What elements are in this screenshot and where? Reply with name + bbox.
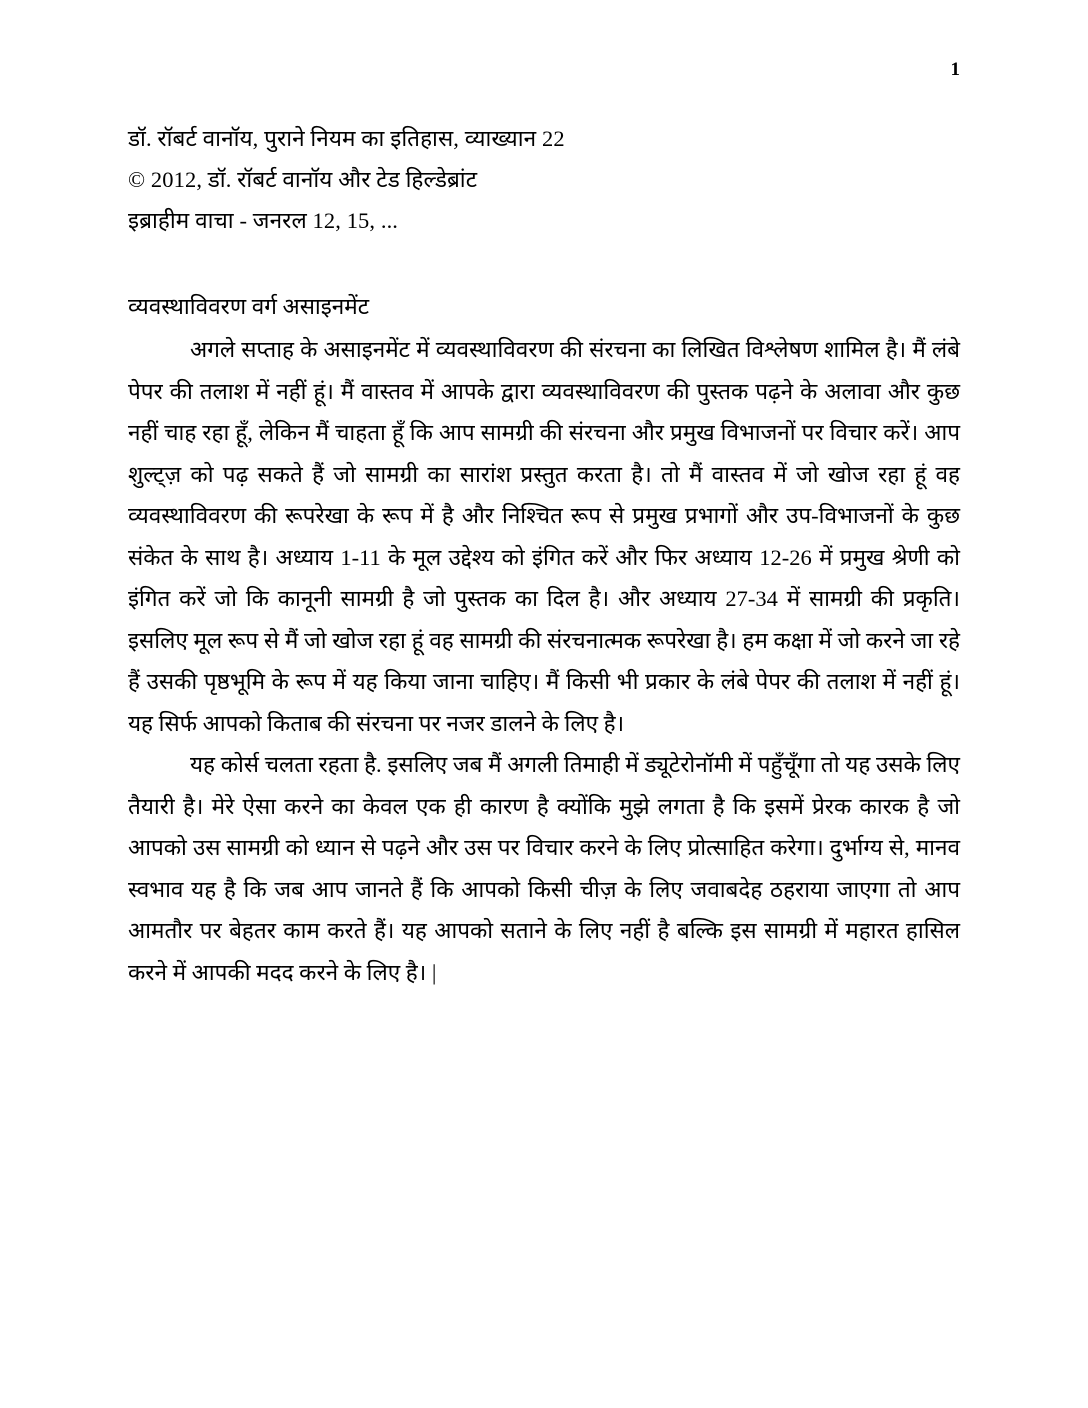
header-line-title: डॉ. रॉबर्ट वानॉय, पुराने नियम का इतिहास, व्याख्यान 22 bbox=[128, 126, 565, 151]
header-line-reference: इब्राहीम वाचा - जनरल 12, 15, ... bbox=[128, 208, 399, 233]
document-header bbox=[128, 118, 960, 241]
paragraph-2: यह कोर्स चलता रहता है. इसलिए जब मैं अगली तिमाही में ड्यूटेरोनॉमी में पहुँचूँगा तो यह उसके लिए तैयारी है। मेरे ऐसा करने का केवल एक ही कारण है क्योंकि मुझे लगता है कि इसमें प्रेरक कारक है जो आपको उस सामग्री को ध्यान से पढ़ने और उस पर विचार करने के लिए प्रोत्साहित करेगा। दुर्भाग्य से, मानव स्वभाव यह है कि जब आप जानते हैं कि आपको किसी चीज़ के लिए जवाबदेह ठहराया जाएगा तो आप आमतौर पर बेहतर काम करते हैं। यह आपको सताने के लिए नहीं है बल्कि इस सामग्री में महारत हासिल करने में आपकी मदद करने के लिए है। | bbox=[128, 752, 960, 985]
section-heading: व्यवस्थाविवरण वर्ग असाइनमेंट bbox=[128, 294, 370, 319]
header-line-copyright: © 2012, डॉ. रॉबर्ट वानॉय और टेड हिल्डेब्रांट bbox=[128, 167, 478, 192]
document-body bbox=[128, 118, 960, 993]
paragraph-1: अगले सप्ताह के असाइनमेंट में व्यवस्थाविवरण की संरचना का लिखित विश्लेषण शामिल है। मैं लंबे पेपर की तलाश में नहीं हूं। मैं वास्तव में आपके द्वारा व्यवस्थाविवरण की पुस्तक पढ़ने के अलावा और कुछ नहीं चाह रहा हूँ, लेकिन मैं चाहता हूँ कि आप सामग्री की संरचना और प्रमुख विभाजनों पर विचार करें। आप शुल्ट्ज़ को पढ़ सकते हैं जो सामग्री का सारांश प्रस्तुत करता है। तो मैं वास्तव में जो खोज रहा हूं वह व्यवस्थाविवरण की रूपरेखा के रूप में है और निश्चित रूप से प्रमुख प्रभागों और उप-विभाजनों के कुछ संकेत के साथ है। अध्याय 1-11 के मूल उद्देश्य को इंगित करें और फिर अध्याय 12-26 में प्रमुख श्रेणी को इंगित करें जो कि कानूनी सामग्री है जो पुस्तक का दिल है। और अध्याय 27-34 में सामग्री की प्रकृति। इसलिए मूल रूप से मैं जो खोज रहा हूं वह सामग्री की संरचनात्मक रूपरेखा है। हम कक्षा में जो करने जा रहे हैं उसकी पृष्ठभूमि के रूप में यह किया जाना चाहिए। मैं किसी भी प्रकार के लंबे पेपर की तलाश में नहीं हूं। यह सिर्फ आपको किताब की संरचना पर नजर डालने के लिए है। bbox=[128, 337, 960, 736]
page-number: 1 bbox=[950, 59, 960, 80]
